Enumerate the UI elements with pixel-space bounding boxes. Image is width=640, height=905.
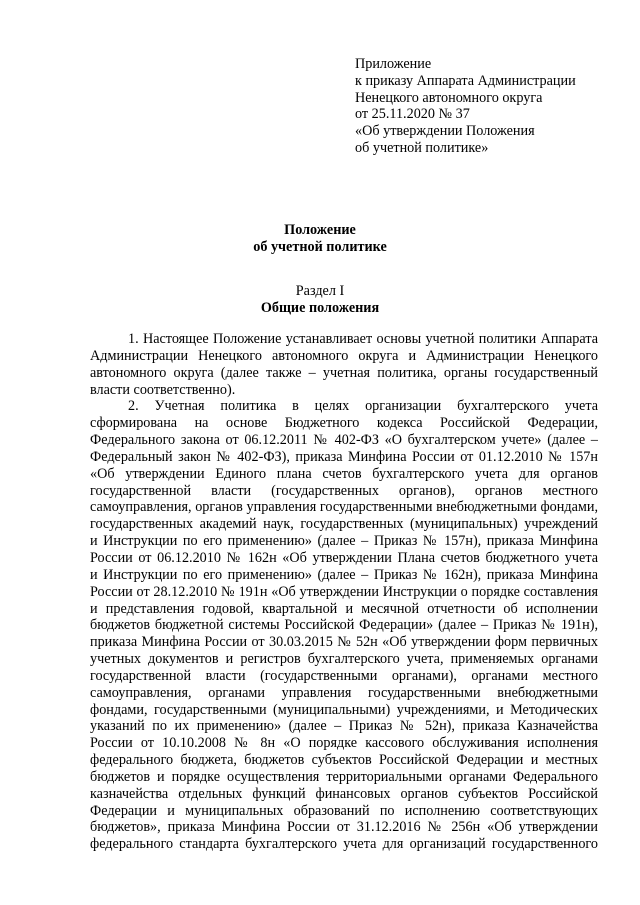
- paragraph-2-line: федерального бюджета, бюджетов субъектов Российской Федерации и местных: [90, 752, 598, 769]
- appendix-line: об учетной политике»: [355, 139, 489, 156]
- section-number: Раздел I: [295, 283, 345, 299]
- paragraph-1-line: автономного округа (далее также – учетная политика, органы государственный: [90, 364, 598, 381]
- paragraph-2-line: Федерации и муниципальных образований по исполнению соответствующих: [90, 802, 598, 819]
- paragraph-2-line: приказа Минфина России от 30.03.2015 № 52н «Об утверждении форм первичных: [90, 634, 598, 651]
- paragraph-2-line: самоуправления, органов управления государственными внебюджетными фондами,: [90, 499, 598, 516]
- paragraph-2-line: федерального стандарта бухгалтерского учета для организаций государственного: [90, 836, 598, 853]
- paragraph-2-line: и представления годовой, квартальной и месячной отчетности об исполнении: [90, 600, 598, 617]
- paragraph-2-line: учетных документов и регистров бухгалтерского учета, применяемых органами: [90, 651, 598, 668]
- paragraph-1-line: 1. Настоящее Положение устанавливает основы учетной политики Аппарата: [128, 331, 598, 347]
- appendix-line: Ненецкого автономного округа: [355, 89, 543, 106]
- section-name: Общие положения: [260, 300, 380, 316]
- paragraph-2-line: бюджетов и порядке осуществления территориальными органами Федерального: [90, 768, 598, 785]
- paragraph-2-line: и Инструкции по его применению» (далее – Приказ № 162н), приказа Минфина: [90, 566, 598, 583]
- appendix-block: [355, 56, 625, 157]
- paragraph-2-line: самоуправления, органами управления государственными внебюджетными: [90, 684, 598, 701]
- paragraph-1-line: Администрации Ненецкого автономного округа и Администрации Ненецкого: [90, 347, 598, 364]
- appendix-line: Приложение: [355, 56, 432, 72]
- paragraph-2-line: России от 28.12.2010 № 191н «Об утверждении Инструкции о порядке составления: [90, 583, 598, 600]
- paragraph-2-line: фондами, государственными (муниципальными) учреждениями, и Методических: [90, 701, 598, 718]
- paragraph-2-line: государственной власти (государственными органами), органами местного: [90, 667, 598, 684]
- paragraph-2-line: России от 10.10.2008 № 8н «О порядке кассового обслуживания исполнения: [90, 735, 598, 752]
- section-heading: [0, 283, 640, 317]
- paragraph-2-line: указаний по их применению» (далее – Приказ № 52н), приказа Казначейства: [90, 718, 598, 735]
- document-title-line1: Положение: [284, 222, 356, 238]
- document-title-line2: об учетной политике: [253, 239, 387, 255]
- appendix-line: «Об утверждении Положения: [355, 123, 535, 140]
- paragraph-2-line: государственной власти (государственных органов), органов местного: [90, 482, 598, 499]
- paragraph-2-line: 2. Учетная политика в целях организации бухгалтерского учета: [128, 398, 598, 415]
- paragraph-2-line: бюджетов», приказа Минфина России от 31.12.2016 № 256н «Об утверждении: [90, 819, 598, 836]
- paragraph-2-line: сформирована на основе Бюджетного кодекса Российской Федерации,: [90, 415, 598, 432]
- paragraph-1-line: власти соответственно).: [90, 381, 236, 398]
- paragraph-2-line: Федерального закона от 06.12.2011 № 402-ФЗ «О бухгалтерском учете» (далее –: [90, 432, 598, 449]
- body-text: [90, 331, 598, 853]
- document-title: [0, 222, 640, 256]
- paragraph-2-line: России от 06.12.2010 № 162н «Об утверждении Плана счетов бюджетного учета: [90, 549, 598, 566]
- paragraph-2-line: и Инструкции по его применению» (далее – Приказ № 157н), приказа Минфина: [90, 533, 598, 550]
- paragraph-2-line: Федеральный закон № 402-ФЗ), приказа Минфина России от 01.12.2010 № 157н: [90, 448, 598, 465]
- appendix-line: от 25.11.2020 № 37: [355, 106, 470, 123]
- paragraph-2-line: бюджетов бюджетной системы Российской Федерации» (далее – Приказ № 191н),: [90, 617, 598, 634]
- paragraph-2-line: казначейства отдельных функций финансовых органов субъектов Российской: [90, 785, 598, 802]
- appendix-line: к приказу Аппарата Администрации: [355, 72, 576, 89]
- paragraph-2-line: «Об утверждении Единого плана счетов бухгалтерского учета для органов: [90, 465, 598, 482]
- paragraph-2-line: государственных академий наук, государственных (муниципальных) учреждений: [90, 516, 598, 533]
